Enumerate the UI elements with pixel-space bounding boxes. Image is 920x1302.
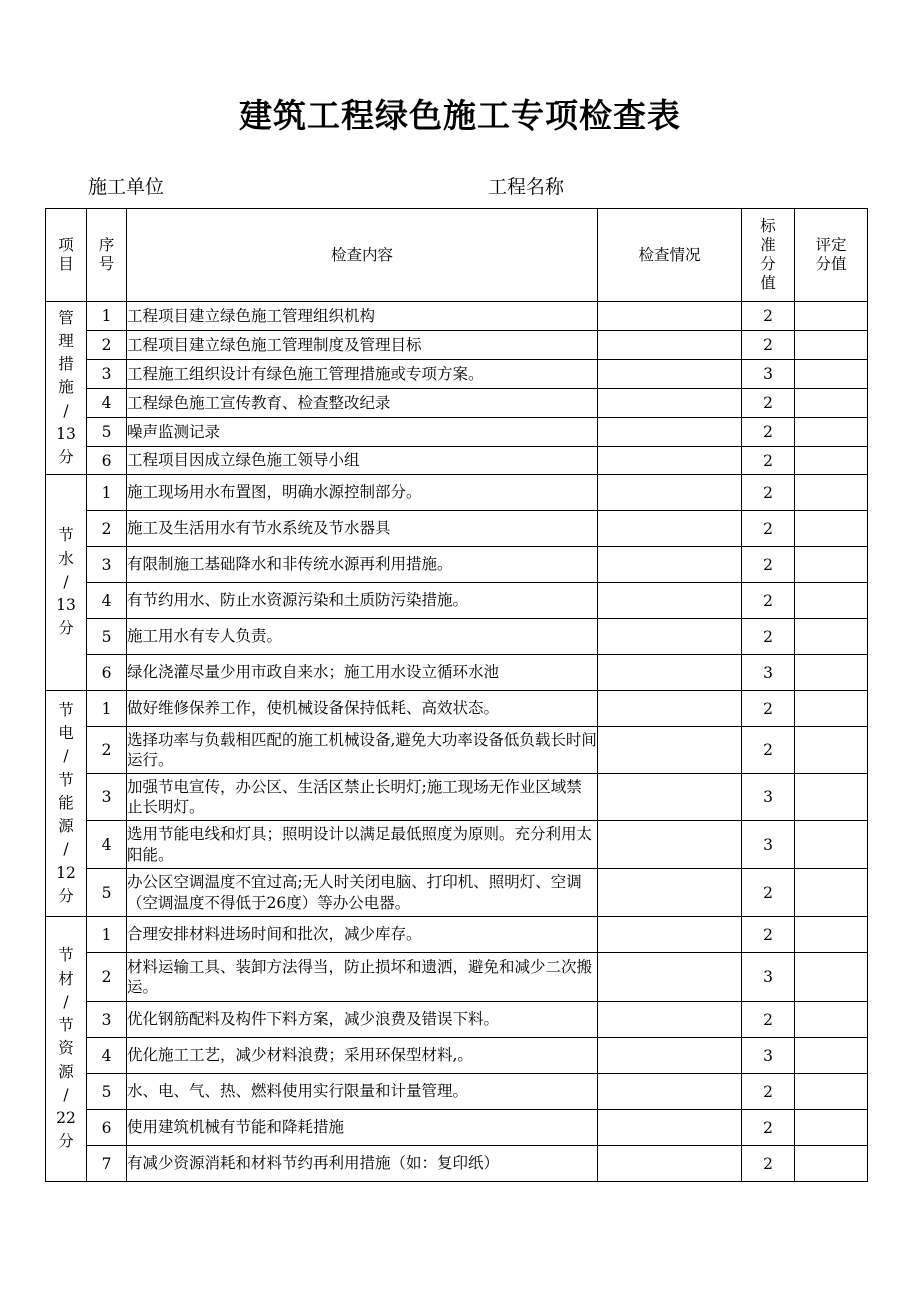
- item-rating-cell[interactable]: [795, 727, 868, 774]
- item-rating-cell[interactable]: [795, 821, 868, 869]
- table-row: [46, 691, 868, 727]
- item-content: 优化施工工艺，减少材料浪费；采用环保型材料,。: [127, 1038, 598, 1074]
- item-seq: 3: [87, 360, 127, 389]
- item-rating-cell[interactable]: [795, 475, 868, 511]
- table-row: [46, 447, 868, 475]
- item-status-cell[interactable]: [598, 547, 742, 583]
- table-row: [46, 511, 868, 547]
- table-row: [46, 727, 868, 774]
- item-seq: 6: [87, 1110, 127, 1146]
- item-status-cell[interactable]: [598, 1074, 742, 1110]
- item-seq: 5: [87, 418, 127, 447]
- item-status-cell[interactable]: [598, 774, 742, 821]
- item-rating-cell[interactable]: [795, 447, 868, 475]
- item-status-cell[interactable]: [598, 511, 742, 547]
- table-row: [46, 1074, 868, 1110]
- item-standard-score: 2: [742, 331, 795, 360]
- item-standard-score: 3: [742, 953, 795, 1002]
- item-standard-score: 2: [742, 583, 795, 619]
- item-content: 噪声监测记录: [127, 418, 598, 447]
- item-status-cell[interactable]: [598, 475, 742, 511]
- item-standard-score: 2: [742, 619, 795, 655]
- item-standard-score: 2: [742, 1074, 795, 1110]
- item-content: 工程绿色施工宣传教育、检查整改纪录: [127, 389, 598, 418]
- item-content: 水、电、气、热、燃料使用实行限量和计量管理。: [127, 1074, 598, 1110]
- item-seq: 1: [87, 302, 127, 331]
- item-status-cell[interactable]: [598, 1038, 742, 1074]
- header-content: 检查内容: [127, 209, 598, 302]
- item-seq: 4: [87, 1038, 127, 1074]
- item-standard-score: 2: [742, 389, 795, 418]
- item-rating-cell[interactable]: [795, 917, 868, 953]
- item-seq: 2: [87, 953, 127, 1002]
- item-status-cell[interactable]: [598, 917, 742, 953]
- item-content: 有减少资源消耗和材料节约再利用措施（如：复印纸）: [127, 1146, 598, 1182]
- item-standard-score: 2: [742, 727, 795, 774]
- item-content: 绿化浇灌尽量少用市政自来水；施工用水设立循环水池: [127, 655, 598, 691]
- table-row: [46, 655, 868, 691]
- project-name-label: 工程名称: [488, 176, 565, 198]
- item-seq: 3: [87, 1002, 127, 1038]
- item-standard-score: 2: [742, 691, 795, 727]
- table-row: [46, 619, 868, 655]
- header-category: 项 目: [46, 209, 87, 302]
- table-row: [46, 1038, 868, 1074]
- item-rating-cell[interactable]: [795, 691, 868, 727]
- item-standard-score: 2: [742, 1002, 795, 1038]
- item-status-cell[interactable]: [598, 331, 742, 360]
- item-rating-cell[interactable]: [795, 953, 868, 1002]
- table-row: [46, 389, 868, 418]
- item-rating-cell[interactable]: [795, 869, 868, 917]
- item-seq: 2: [87, 331, 127, 360]
- item-rating-cell[interactable]: [795, 774, 868, 821]
- item-content: 合理安排材料进场时间和批次，减少库存。: [127, 917, 598, 953]
- item-rating-cell[interactable]: [795, 619, 868, 655]
- table-row: [46, 475, 868, 511]
- section-category: 管 理 措 施 / 13 分: [46, 302, 87, 475]
- construction-unit-label: 施工单位: [88, 176, 165, 198]
- table-row: [46, 302, 868, 331]
- item-status-cell[interactable]: [598, 655, 742, 691]
- header-row: [46, 209, 868, 302]
- item-seq: 6: [87, 655, 127, 691]
- item-rating-cell[interactable]: [795, 1002, 868, 1038]
- item-status-cell[interactable]: [598, 1002, 742, 1038]
- item-seq: 7: [87, 1146, 127, 1182]
- item-standard-score: 3: [742, 1038, 795, 1074]
- item-status-cell[interactable]: [598, 691, 742, 727]
- table-row: [46, 953, 868, 1002]
- item-rating-cell[interactable]: [795, 547, 868, 583]
- item-content: 工程项目因成立绿色施工领导小组: [127, 447, 598, 475]
- item-rating-cell[interactable]: [795, 360, 868, 389]
- item-status-cell[interactable]: [598, 302, 742, 331]
- item-standard-score: 3: [742, 821, 795, 869]
- item-content: 使用建筑机械有节能和降耗措施: [127, 1110, 598, 1146]
- table-row: [46, 821, 868, 869]
- item-rating-cell[interactable]: [795, 583, 868, 619]
- item-standard-score: 2: [742, 1146, 795, 1182]
- item-standard-score: 3: [742, 774, 795, 821]
- item-standard-score: 2: [742, 1110, 795, 1146]
- item-status-cell[interactable]: [598, 583, 742, 619]
- item-standard-score: 2: [742, 511, 795, 547]
- item-status-cell[interactable]: [598, 619, 742, 655]
- item-standard-score: 2: [742, 869, 795, 917]
- item-rating-cell[interactable]: [795, 1074, 868, 1110]
- section-category: 节 电 / 节 能 源 / 12 分: [46, 691, 87, 917]
- section-category: 节 材 / 节 资 源 / 22 分: [46, 917, 87, 1182]
- table-row: [46, 1110, 868, 1146]
- table-row: [46, 1146, 868, 1182]
- item-status-cell[interactable]: [598, 869, 742, 917]
- item-content: 施工现场用水布置图，明确水源控制部分。: [127, 475, 598, 511]
- item-seq: 1: [87, 917, 127, 953]
- item-status-cell[interactable]: [598, 1110, 742, 1146]
- inspection-table: [45, 208, 868, 1182]
- table-row: [46, 547, 868, 583]
- item-seq: 2: [87, 511, 127, 547]
- item-standard-score: 2: [742, 547, 795, 583]
- item-content: 做好维修保养工作，使机械设备保持低耗、高效状态。: [127, 691, 598, 727]
- item-seq: 4: [87, 583, 127, 619]
- item-status-cell[interactable]: [598, 727, 742, 774]
- item-content: 工程项目建立绿色施工管理组织机构: [127, 302, 598, 331]
- item-rating-cell[interactable]: [795, 389, 868, 418]
- table-row: [46, 917, 868, 953]
- item-seq: 5: [87, 869, 127, 917]
- item-content: 工程施工组织设计有绿色施工管理措施或专项方案。: [127, 360, 598, 389]
- item-content: 优化钢筋配料及构件下料方案，减少浪费及错误下料。: [127, 1002, 598, 1038]
- section-category: 节 水 / 13 分: [46, 475, 87, 691]
- item-rating-cell[interactable]: [795, 418, 868, 447]
- item-rating-cell[interactable]: [795, 511, 868, 547]
- item-standard-score: 2: [742, 418, 795, 447]
- item-content: 选择功率与负载相匹配的施工机械设备,避免大功率设备低负载长时间运行。: [127, 727, 598, 774]
- item-status-cell[interactable]: [598, 821, 742, 869]
- table-row: [46, 418, 868, 447]
- item-status-cell[interactable]: [598, 418, 742, 447]
- item-rating-cell[interactable]: [795, 302, 868, 331]
- item-standard-score: 2: [742, 917, 795, 953]
- item-standard-score: 2: [742, 447, 795, 475]
- table-row: [46, 331, 868, 360]
- item-seq: 2: [87, 727, 127, 774]
- item-rating-cell[interactable]: [795, 1038, 868, 1074]
- item-content: 办公区空调温度不宜过高;无人时关闭电脑、打印机、照明灯、空调（空调温度不得低于26度）等办公电器。: [127, 869, 598, 917]
- header-rating: 评定 分值: [795, 209, 868, 302]
- page-title: 建筑工程绿色施工专项检查表: [239, 96, 681, 135]
- item-rating-cell[interactable]: [795, 1146, 868, 1182]
- item-standard-score: 3: [742, 655, 795, 691]
- item-seq: 4: [87, 821, 127, 869]
- item-seq: 1: [87, 475, 127, 511]
- header-standard-score: 标 准 分 值: [742, 209, 795, 302]
- item-status-cell[interactable]: [598, 389, 742, 418]
- item-standard-score: 2: [742, 302, 795, 331]
- header-seq: 序 号: [87, 209, 127, 302]
- table-row: [46, 360, 868, 389]
- item-seq: 3: [87, 547, 127, 583]
- item-content: 有限制施工基础降水和非传统水源再利用措施。: [127, 547, 598, 583]
- item-status-cell[interactable]: [598, 360, 742, 389]
- item-content: 工程项目建立绿色施工管理制度及管理目标: [127, 331, 598, 360]
- item-rating-cell[interactable]: [795, 1110, 868, 1146]
- item-status-cell[interactable]: [598, 953, 742, 1002]
- item-seq: 5: [87, 1074, 127, 1110]
- item-content: 有节约用水、防止水资源污染和土质防污染措施。: [127, 583, 598, 619]
- item-content: 施工用水有专人负责。: [127, 619, 598, 655]
- item-status-cell[interactable]: [598, 447, 742, 475]
- item-seq: 1: [87, 691, 127, 727]
- item-content: 材料运输工具、装卸方法得当，防止损坏和遗洒，避免和减少二次搬运。: [127, 953, 598, 1002]
- item-seq: 5: [87, 619, 127, 655]
- table-row: [46, 774, 868, 821]
- item-content: 选用节能电线和灯具；照明设计以满足最低照度为原则。充分利用太阳能。: [127, 821, 598, 869]
- item-seq: 4: [87, 389, 127, 418]
- table-row: [46, 583, 868, 619]
- item-content: 加强节电宣传，办公区、生活区禁止长明灯;施工现场无作业区域禁止长明灯。: [127, 774, 598, 821]
- item-rating-cell[interactable]: [795, 331, 868, 360]
- item-seq: 6: [87, 447, 127, 475]
- item-status-cell[interactable]: [598, 1146, 742, 1182]
- table-row: [46, 869, 868, 917]
- item-standard-score: 2: [742, 475, 795, 511]
- item-content: 施工及生活用水有节水系统及节水器具: [127, 511, 598, 547]
- item-standard-score: 3: [742, 360, 795, 389]
- table-row: [46, 1002, 868, 1038]
- item-rating-cell[interactable]: [795, 655, 868, 691]
- header-status: 检查情况: [598, 209, 742, 302]
- item-seq: 3: [87, 774, 127, 821]
